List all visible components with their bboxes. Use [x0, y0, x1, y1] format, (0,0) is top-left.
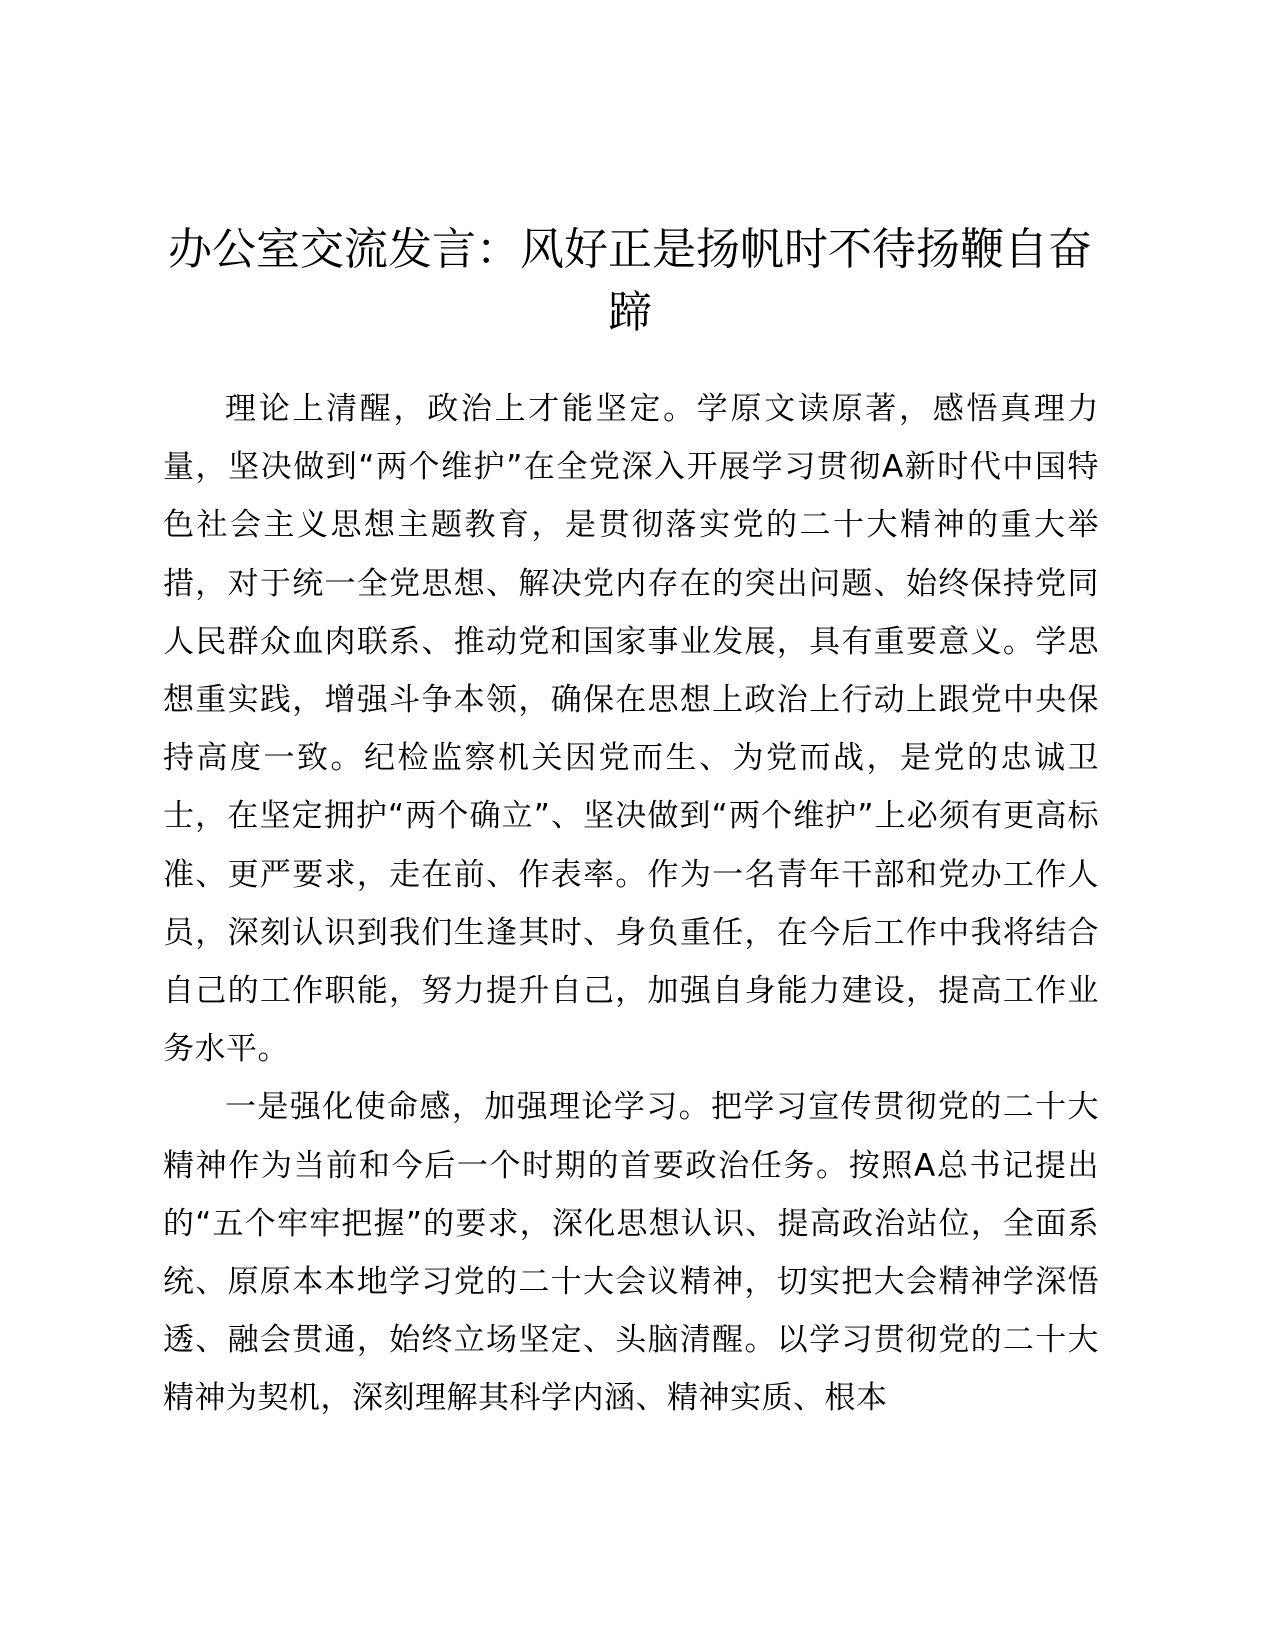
- paragraph-point-one: 一是强化使命感，加强理论学习。把学习宣传贯彻党的二十大精神作为当前和今后一个时期的首要政治任务。按照A总书记提出的“五个牢牢把握”的要求，深化思想认识、提高政治站位，全面系统、原原本本地学习党的二十大会议精神，切实把大会精神学深悟透、融会贯通，始终立场坚定、头脑清醒。以学习贯彻党的二十大精神为契机，深刻理解其科学内涵、精神实质、根本: [163, 1089, 1099, 1417]
- document-body: [163, 380, 1099, 1428]
- document-title: 办公室交流发言：风好正是扬帆时不待扬鞭自奋蹄: [168, 224, 1092, 338]
- paragraph-intro: 理论上清醒，政治上才能坚定。学原文读原著，感悟真理力量，坚决做到“两个维护”在全党深入开展学习贯彻A新时代中国特色社会主义思想主题教育，是贯彻落实党的二十大精神的重大举措，对于统一全党思想、解决党内存在的突出问题、始终保持党同人民群众血肉联系、推动党和国家事业发展，具有重要意义。学思想重实践，增强斗争本领，确保在思想上政治上行动上跟党中央保持高度一致。纪检监察机关因党而生、为党而战，是党的忠诚卫士，在坚定拥护“两个确立”、坚决做到“两个维护”上必须有更高标准、更严要求，走在前、作表率。作为一名青年干部和党办工作人员，深刻认识到我们生逢其时、身负重任，在今后工作中我将结合自己的工作职能，努力提升自己，加强自身能力建设，提高工作业务水平。: [163, 391, 1099, 1068]
